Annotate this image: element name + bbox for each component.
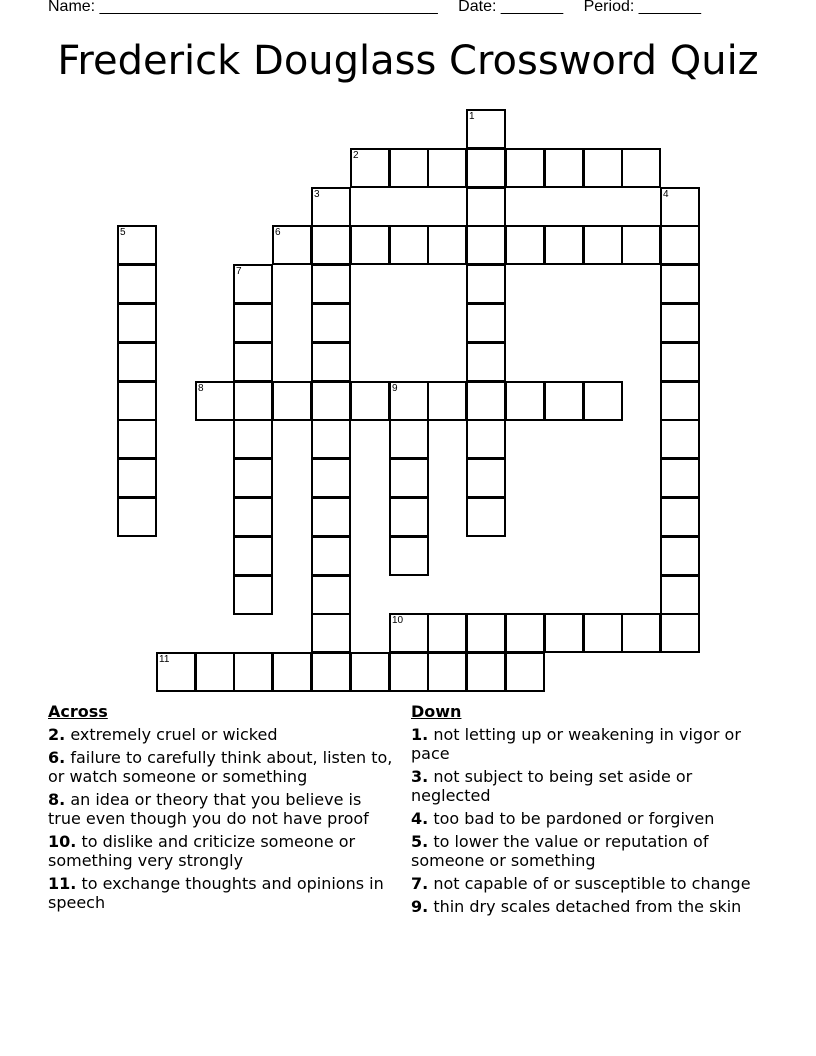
crossword-cell[interactable] xyxy=(466,381,506,421)
crossword-cell[interactable] xyxy=(389,613,429,653)
crossword-cell[interactable] xyxy=(389,419,429,459)
clue-number: 6. xyxy=(48,748,66,767)
crossword-cell[interactable] xyxy=(505,613,545,653)
crossword-cell[interactable] xyxy=(272,225,312,265)
crossword-cell[interactable] xyxy=(233,264,273,304)
clue-number: 3. xyxy=(411,767,429,786)
crossword-cell[interactable] xyxy=(117,264,157,304)
clue-number-label: 11 xyxy=(159,654,170,665)
crossword-cell[interactable] xyxy=(389,148,429,188)
clue-number: 8. xyxy=(48,790,66,809)
crossword-cell[interactable] xyxy=(466,109,506,149)
clue-text: not letting up or weakening in vigor or pace xyxy=(411,725,741,763)
crossword-cell[interactable] xyxy=(660,225,700,265)
crossword-cell[interactable] xyxy=(544,148,584,188)
crossword-cell[interactable] xyxy=(583,381,623,421)
crossword-cell[interactable] xyxy=(311,652,351,692)
crossword-cell[interactable] xyxy=(233,342,273,382)
clue-number-label: 1 xyxy=(469,111,475,122)
crossword-cell[interactable] xyxy=(272,381,312,421)
crossword-cell[interactable] xyxy=(660,381,700,421)
crossword-cell[interactable] xyxy=(660,536,700,576)
crossword-cell[interactable] xyxy=(660,497,700,537)
crossword-cell[interactable] xyxy=(233,458,273,498)
crossword-cell[interactable] xyxy=(117,497,157,537)
crossword-cell[interactable] xyxy=(427,225,467,265)
crossword-cell[interactable] xyxy=(544,613,584,653)
crossword-cell[interactable] xyxy=(583,225,623,265)
crossword-cell[interactable] xyxy=(466,225,506,265)
crossword-cell[interactable] xyxy=(311,536,351,576)
down-clue xyxy=(411,767,761,805)
crossword-cell[interactable] xyxy=(195,381,235,421)
crossword-cell[interactable] xyxy=(195,652,235,692)
crossword-cell[interactable] xyxy=(117,381,157,421)
clue-number: 1. xyxy=(411,725,429,744)
clue-number: 4. xyxy=(411,809,429,828)
crossword-cell[interactable] xyxy=(233,303,273,343)
clue-number-label: 9 xyxy=(392,383,398,394)
clue-text: failure to carefully think about, listen to, or watch someone or something xyxy=(48,748,393,786)
clue-number: 11. xyxy=(48,874,77,893)
down-clue xyxy=(411,725,761,763)
crossword-cell[interactable] xyxy=(233,536,273,576)
crossword-cell[interactable] xyxy=(389,497,429,537)
clue-number-label: 2 xyxy=(353,150,359,161)
crossword-cell[interactable] xyxy=(466,264,506,304)
crossword-cell[interactable] xyxy=(660,187,700,227)
crossword-cell[interactable] xyxy=(660,303,700,343)
date-field[interactable]: Date: _______ xyxy=(458,0,564,15)
crossword-cell[interactable] xyxy=(466,342,506,382)
clue-number-label: 3 xyxy=(314,189,320,200)
crossword-cell[interactable] xyxy=(272,652,312,692)
clue-number-label: 5 xyxy=(120,227,126,238)
crossword-cell[interactable] xyxy=(660,575,700,615)
crossword-cell[interactable] xyxy=(466,419,506,459)
crossword-cell[interactable] xyxy=(311,187,351,227)
across-clue xyxy=(48,790,394,828)
crossword-cell[interactable] xyxy=(466,497,506,537)
across-heading: Across xyxy=(48,702,108,721)
clue-text: too bad to be pardoned or forgiven xyxy=(433,809,715,828)
clue-text: to exchange thoughts and opinions in speech xyxy=(48,874,384,912)
clue-number: 10. xyxy=(48,832,77,851)
down-clues xyxy=(411,702,761,920)
clue-number: 5. xyxy=(411,832,429,851)
clue-number: 7. xyxy=(411,874,429,893)
crossword-cell[interactable] xyxy=(660,458,700,498)
across-clue xyxy=(48,874,394,912)
crossword-cell[interactable] xyxy=(389,381,429,421)
crossword-cell[interactable] xyxy=(117,458,157,498)
crossword-cell[interactable] xyxy=(427,381,467,421)
clue-number-label: 6 xyxy=(275,227,281,238)
clue-number-label: 10 xyxy=(392,615,404,626)
crossword-cell[interactable] xyxy=(233,419,273,459)
across-clue xyxy=(48,725,394,744)
crossword-cell[interactable] xyxy=(350,381,390,421)
crossword-cell[interactable] xyxy=(389,536,429,576)
crossword-cell[interactable] xyxy=(117,342,157,382)
crossword-cell[interactable] xyxy=(466,652,506,692)
crossword-cell[interactable] xyxy=(660,342,700,382)
crossword-cell[interactable] xyxy=(311,381,351,421)
crossword-cell[interactable] xyxy=(660,264,700,304)
clue-number: 9. xyxy=(411,897,429,916)
crossword-cell[interactable] xyxy=(389,652,429,692)
crossword-cell[interactable] xyxy=(350,225,390,265)
crossword-cell[interactable] xyxy=(311,613,351,653)
crossword-cell[interactable] xyxy=(505,381,545,421)
crossword-cell[interactable] xyxy=(311,342,351,382)
crossword-cell[interactable] xyxy=(583,148,623,188)
crossword-cell[interactable] xyxy=(389,458,429,498)
clue-text: to lower the value or reputation of someone or something xyxy=(411,832,709,870)
down-heading: Down xyxy=(411,702,462,721)
page-title: Frederick Douglass Crossword Quiz xyxy=(57,38,759,84)
down-clue xyxy=(411,832,761,870)
period-field[interactable]: Period: _______ xyxy=(583,0,702,15)
down-clue xyxy=(411,809,761,828)
across-clue xyxy=(48,748,394,786)
crossword-cell[interactable] xyxy=(466,148,506,188)
crossword-cell[interactable] xyxy=(350,652,390,692)
crossword-cell[interactable] xyxy=(466,187,506,227)
crossword-cell[interactable] xyxy=(311,303,351,343)
clue-number: 2. xyxy=(48,725,66,744)
crossword-cell[interactable] xyxy=(427,613,467,653)
crossword-cell[interactable] xyxy=(156,652,196,692)
crossword-cell[interactable] xyxy=(621,613,661,653)
crossword-cell[interactable] xyxy=(621,148,661,188)
crossword-cell[interactable] xyxy=(233,381,273,421)
crossword-cell[interactable] xyxy=(350,148,390,188)
crossword-cell[interactable] xyxy=(233,575,273,615)
crossword-cell[interactable] xyxy=(466,613,506,653)
crossword-cell[interactable] xyxy=(311,225,351,265)
crossword-cell[interactable] xyxy=(660,419,700,459)
name-field[interactable]: Name: ______________________________________ xyxy=(48,0,438,15)
crossword-cell[interactable] xyxy=(660,613,700,653)
clue-text: to dislike and criticize someone or something very strongly xyxy=(48,832,356,870)
across-clues xyxy=(48,702,394,916)
clue-text: thin dry scales detached from the skin xyxy=(433,897,742,916)
clue-text: not capable of or susceptible to change xyxy=(433,874,751,893)
crossword-cell[interactable] xyxy=(427,652,467,692)
crossword-cell[interactable] xyxy=(311,458,351,498)
crossword-cell[interactable] xyxy=(233,497,273,537)
crossword-cell[interactable] xyxy=(233,652,273,692)
clue-number-label: 8 xyxy=(198,383,204,394)
clue-text: extremely cruel or wicked xyxy=(70,725,278,744)
clue-number-label: 7 xyxy=(236,266,242,277)
crossword-cell[interactable] xyxy=(117,225,157,265)
crossword-cell[interactable] xyxy=(311,497,351,537)
crossword-cell[interactable] xyxy=(311,264,351,304)
crossword-cell[interactable] xyxy=(505,652,545,692)
crossword-cell[interactable] xyxy=(117,303,157,343)
crossword-cell[interactable] xyxy=(311,575,351,615)
down-clue xyxy=(411,897,761,916)
clue-text: not subject to being set aside or neglected xyxy=(411,767,693,805)
clue-number-label: 4 xyxy=(663,189,669,200)
across-clue xyxy=(48,832,394,870)
crossword-cell[interactable] xyxy=(466,303,506,343)
crossword-cell[interactable] xyxy=(583,613,623,653)
clue-text: an idea or theory that you believe is true even though you do not have proof xyxy=(48,790,369,828)
crossword-cell[interactable] xyxy=(621,225,661,265)
crossword-cell[interactable] xyxy=(505,225,545,265)
crossword-cell[interactable] xyxy=(389,225,429,265)
crossword-cell[interactable] xyxy=(427,148,467,188)
crossword-cell[interactable] xyxy=(466,458,506,498)
crossword-cell[interactable] xyxy=(544,225,584,265)
crossword-cell[interactable] xyxy=(505,148,545,188)
crossword-cell[interactable] xyxy=(311,419,351,459)
down-clue xyxy=(411,874,761,893)
crossword-cell[interactable] xyxy=(544,381,584,421)
crossword-cell[interactable] xyxy=(117,419,157,459)
